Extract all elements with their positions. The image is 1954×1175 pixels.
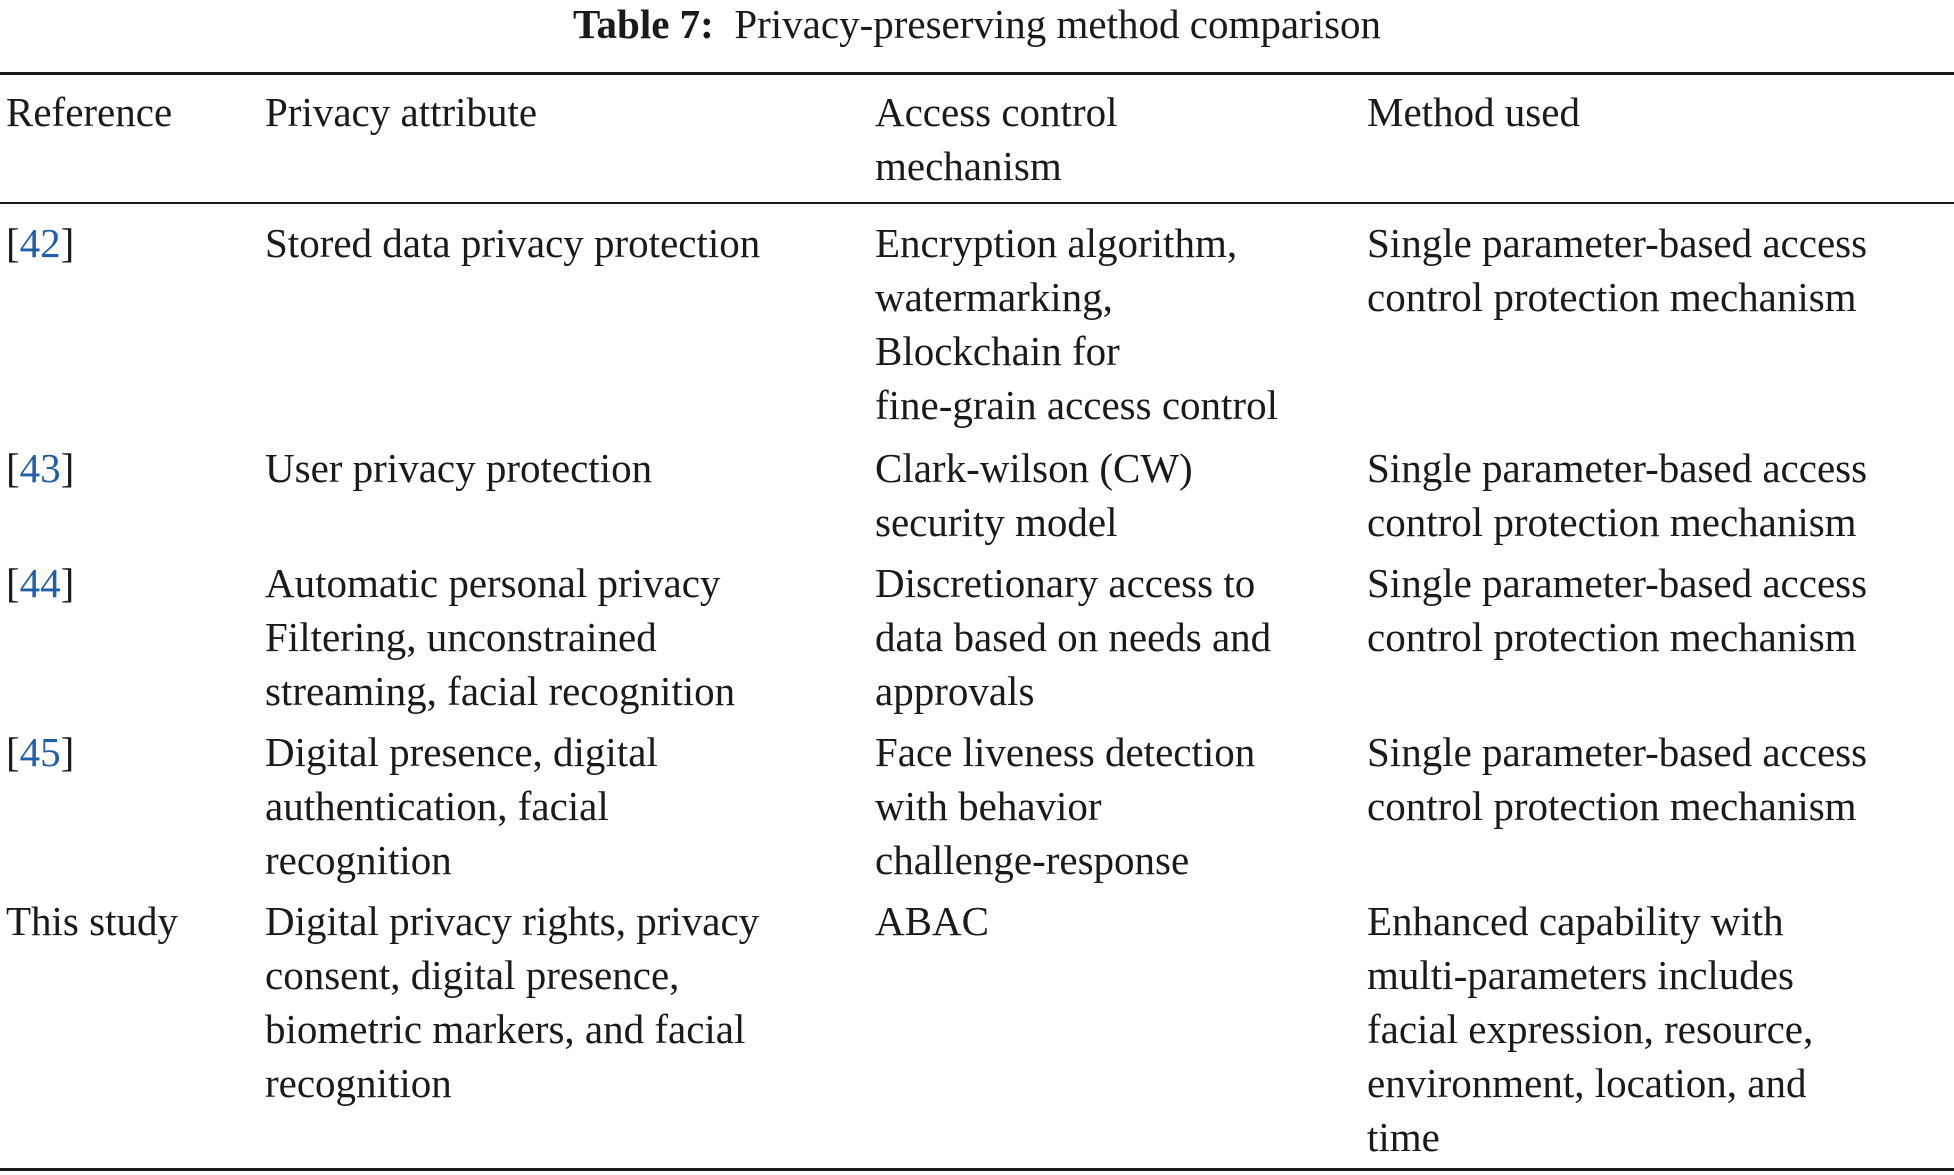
method-used-cell	[1367, 441, 1867, 549]
table-caption	[0, 0, 1954, 50]
cell-line: control protection mechanism	[1367, 274, 1857, 320]
reference-bracket: ]	[60, 220, 75, 266]
access-control-cell	[875, 441, 1193, 549]
access-control-cell	[875, 556, 1271, 718]
cell-line: consent, digital presence,	[265, 952, 680, 998]
reference-bracket: ]	[60, 729, 75, 775]
table-top-rule	[0, 72, 1954, 75]
cell-line: security model	[875, 499, 1118, 545]
citation-link[interactable]: 42	[19, 220, 61, 266]
cell-line: facial expression, resource,	[1367, 1006, 1814, 1052]
cell-line: with behavior	[875, 783, 1102, 829]
reference-cell	[6, 441, 74, 495]
cell-line: Blockchain for	[875, 328, 1120, 374]
cell-line: recognition	[265, 837, 452, 883]
header-access-control-line: Access control	[875, 89, 1118, 135]
header-method-used	[1367, 85, 1580, 139]
reference-bracket: ]	[60, 560, 75, 606]
cell-line: control protection mechanism	[1367, 614, 1857, 660]
cell-line: watermarking,	[875, 274, 1113, 320]
cell-line: time	[1367, 1114, 1440, 1160]
reference-text: This study	[6, 898, 178, 944]
access-control-cell	[875, 894, 989, 948]
citation-link[interactable]: 43	[19, 445, 61, 491]
cell-line: control protection mechanism	[1367, 783, 1857, 829]
cell-line: streaming, facial recognition	[265, 668, 736, 714]
table-caption-title: Privacy-preserving method comparison	[734, 1, 1382, 47]
privacy-attribute-cell	[265, 725, 658, 887]
cell-line: Digital privacy rights, privacy	[265, 898, 760, 944]
cell-line: Single parameter-based access	[1367, 729, 1868, 775]
reference-bracket: ]	[60, 445, 75, 491]
cell-line: Single parameter-based access	[1367, 560, 1868, 606]
privacy-attribute-cell	[265, 216, 760, 270]
header-method-used-text: Method used	[1367, 89, 1580, 135]
header-privacy-attribute-text: Privacy attribute	[265, 89, 538, 135]
privacy-attribute-cell	[265, 441, 652, 495]
access-control-cell	[875, 725, 1255, 887]
cell-line: Discretionary access to	[875, 560, 1256, 606]
header-reference-text: Reference	[6, 89, 173, 135]
cell-line: Face liveness detection	[875, 729, 1256, 775]
cell-line: authentication, facial	[265, 783, 609, 829]
cell-line: Enhanced capability with	[1367, 898, 1784, 944]
reference-cell	[6, 556, 74, 610]
cell-line: Stored data privacy protection	[265, 220, 761, 266]
table-caption-label: Table 7:	[572, 1, 714, 47]
cell-line: approvals	[875, 668, 1035, 714]
reference-bracket: [	[6, 445, 20, 491]
cell-line: environment, location, and	[1367, 1060, 1807, 1106]
citation-link[interactable]: 44	[19, 560, 61, 606]
cell-line: data based on needs and	[875, 614, 1272, 660]
cell-line: Digital presence, digital	[265, 729, 658, 775]
reference-bracket: [	[6, 560, 20, 606]
privacy-attribute-cell	[265, 556, 735, 718]
table-header-rule	[0, 202, 1954, 204]
privacy-attribute-cell	[265, 894, 759, 1110]
reference-cell	[6, 894, 178, 948]
access-control-cell	[875, 216, 1278, 432]
method-used-cell	[1367, 216, 1867, 324]
method-used-cell	[1367, 725, 1867, 833]
cell-line: control protection mechanism	[1367, 499, 1857, 545]
method-used-cell	[1367, 556, 1867, 664]
cell-line: Single parameter-based access	[1367, 445, 1868, 491]
header-privacy-attribute	[265, 85, 537, 139]
cell-line: Automatic personal privacy	[265, 560, 721, 606]
cell-line: Encryption algorithm,	[875, 220, 1238, 266]
cell-line: challenge-response	[875, 837, 1190, 883]
header-access-control	[875, 85, 1118, 193]
header-access-control-line: mechanism	[875, 143, 1062, 189]
header-reference	[6, 85, 172, 139]
reference-cell	[6, 216, 74, 270]
cell-line: multi-parameters includes	[1367, 952, 1794, 998]
method-used-cell	[1367, 894, 1813, 1164]
reference-cell	[6, 725, 74, 779]
reference-bracket: [	[6, 220, 20, 266]
cell-line: Single parameter-based access	[1367, 220, 1868, 266]
cell-line: Clark-wilson (CW)	[875, 445, 1193, 491]
citation-link[interactable]: 45	[19, 729, 61, 775]
cell-line: biometric markers, and facial	[265, 1006, 746, 1052]
table-bottom-rule	[0, 1168, 1954, 1171]
reference-bracket: [	[6, 729, 20, 775]
cell-line: Filtering, unconstrained	[265, 614, 657, 660]
cell-line: User privacy protection	[265, 445, 653, 491]
cell-line: ABAC	[875, 898, 989, 944]
cell-line: fine-grain access control	[875, 382, 1278, 428]
cell-line: recognition	[265, 1060, 452, 1106]
